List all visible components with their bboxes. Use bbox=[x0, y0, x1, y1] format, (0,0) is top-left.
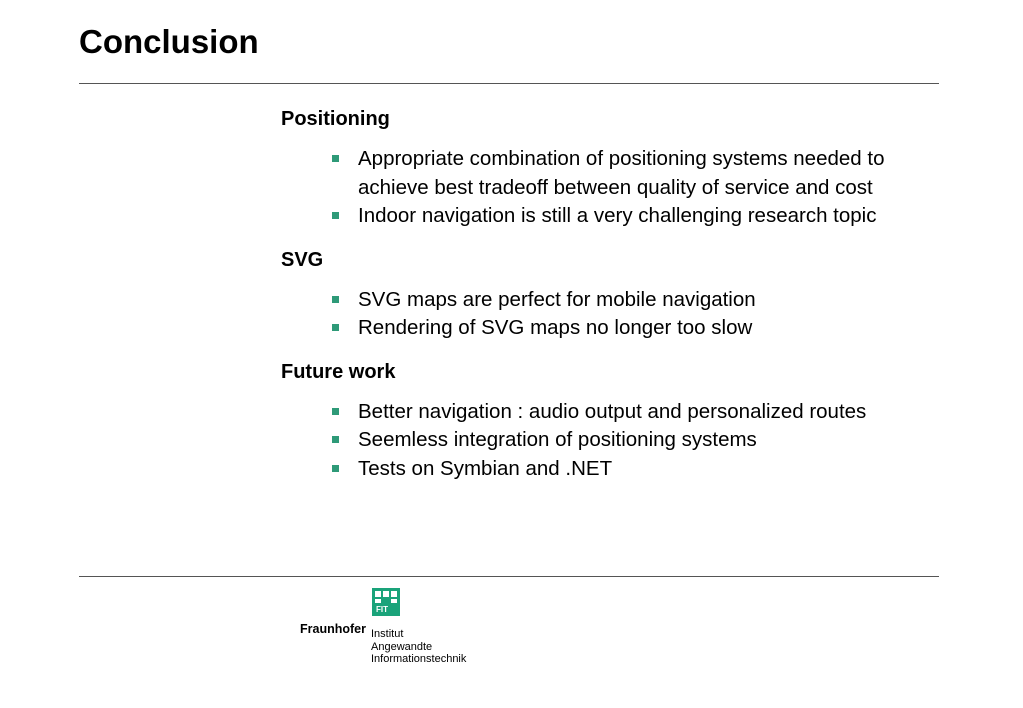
fit-badge-text: FIT bbox=[376, 605, 388, 614]
institute-line: Angewandte bbox=[371, 640, 433, 653]
logo-brand: Fraunhofer bbox=[300, 622, 366, 636]
square-bullet-icon bbox=[332, 212, 339, 219]
section-heading: Positioning bbox=[281, 108, 390, 130]
square-bullet-icon bbox=[332, 465, 339, 472]
institute-line: Informationstechnik bbox=[371, 653, 467, 665]
bullet-text: SVG maps are perfect for mobile navigation bbox=[358, 287, 756, 311]
square-bullet-icon bbox=[332, 436, 339, 443]
square-bullet-icon bbox=[332, 296, 339, 303]
bullet-text: Better navigation : audio output and personalized routes bbox=[358, 399, 867, 423]
institute-line: Institut bbox=[371, 628, 404, 640]
slide-title: Conclusion bbox=[79, 23, 259, 60]
bullet-item bbox=[281, 426, 961, 455]
fraunhofer-fit-logo bbox=[300, 588, 490, 668]
section-svg bbox=[281, 246, 961, 343]
bullet-item bbox=[281, 202, 961, 231]
section-heading: SVG bbox=[281, 248, 324, 271]
fit-badge-icon bbox=[372, 588, 400, 616]
bullet-text: Rendering of SVG maps no longer too slow bbox=[358, 316, 753, 339]
bottom-divider bbox=[79, 576, 939, 577]
bullet-list bbox=[281, 145, 961, 231]
bullet-text: Indoor navigation is still a very challenging research topic bbox=[358, 204, 877, 227]
bullet-text: Tests on Symbian and .NET bbox=[358, 456, 613, 480]
bullet-item bbox=[281, 286, 961, 315]
logo-institute bbox=[371, 628, 466, 666]
bullet-item bbox=[281, 398, 961, 427]
square-bullet-icon bbox=[332, 408, 339, 415]
bullet-item bbox=[281, 145, 961, 202]
bullet-list bbox=[281, 286, 961, 343]
section-heading: Future work bbox=[281, 360, 396, 383]
section-positioning bbox=[281, 105, 961, 231]
square-bullet-icon bbox=[332, 155, 339, 162]
top-divider bbox=[79, 83, 939, 84]
bullet-list bbox=[281, 398, 961, 484]
bullet-item bbox=[281, 314, 961, 343]
section-future-work bbox=[281, 358, 961, 484]
bullet-text: Appropriate combination of positioning systems needed to achieve best tradeoff between quality of service and cost bbox=[358, 147, 885, 199]
slide-content bbox=[281, 95, 961, 498]
bullet-item bbox=[281, 455, 961, 484]
bullet-text: Seemless integration of positioning systems bbox=[358, 428, 757, 451]
square-bullet-icon bbox=[332, 324, 339, 331]
